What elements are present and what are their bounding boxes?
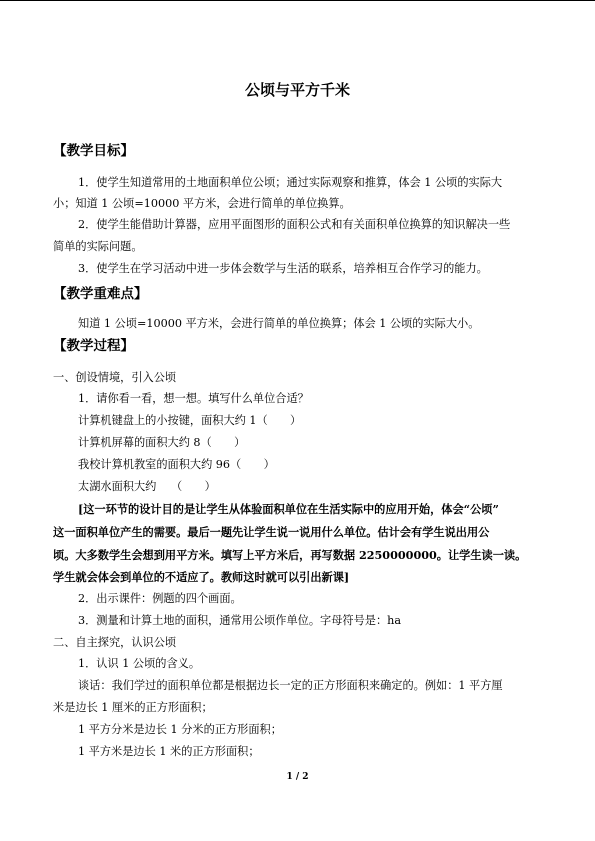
page-title: 公顷与平方千米 [244,81,350,99]
process-q2: 2．出示课件：例题的四个画面。 [78,592,242,605]
heading-goals: 【教学目标】 [53,143,134,159]
page-number: 1 / 2 [286,772,309,782]
fill-line-3: 我校计算机教室的面积大约 96（ ） [78,458,275,471]
heading-process: 【教学过程】 [53,338,134,354]
process-part-1: 一、创设情境，引入公顷 [53,371,177,384]
talk-line-2: 米是边长 1 厘米的正方形面积； [53,701,213,714]
fill-line-1: 计算机键盘上的小按键，面积大约 1（ ） [78,414,302,427]
goal-line-2: 小；知道 1 公顷=10000 平方米，会进行简单的单位换算。 [53,197,351,210]
process-q3: 3．测量和计算土地的面积，通常用公顷作单位。字母符号是：ha [78,614,402,627]
talk-line-4: 1 平方米是边长 1 米的正方形面积； [78,745,260,758]
design-note-line-2: 这一面积单位产生的需要。最后一题先让学生说一说用什么单位。估计会有学生说出用公 [53,525,490,539]
process-q4: 1．认识 1 公顷的含义。 [78,657,201,670]
fill-line-4: 太湖水面积大约 （ ） [78,480,216,493]
process-part-2: 二、自主探究，认识公顷 [53,636,177,649]
fill-line-2: 计算机屏幕的面积大约 8（ ） [78,436,246,449]
process-q1: 1．请你看一看，想一想。填写什么单位合适？ [78,392,309,405]
design-note-line-1: [这一环节的设计目的是让学生从体验面积单位在生活实际中的应用开始，体会“公顷” [78,502,499,516]
goal-line-4: 简单的实际问题。 [53,240,143,253]
talk-line-1: 谈话：我们学过的面积单位都是根据边长一定的正方形面积来确定的。例如：1 平方厘 [78,679,503,692]
design-note-line-4: 学生就会体会到单位的不适应了。教师这时就可以引出新课] [53,570,350,584]
goal-line-5: 3．使学生在学习活动中进一步体会数学与生活的联系，培养相互合作学习的能力。 [78,262,488,275]
talk-line-3: 1 平方分米是边长 1 分米的正方形面积； [78,723,282,736]
key-point-text: 知道 1 公顷=10000 平方米，会进行简单的单位换算；体会 1 公顷的实际大小。 [78,317,480,330]
heading-key-points: 【教学重难点】 [53,286,148,302]
goal-line-1: 1．使学生知道常用的土地面积单位公顷；通过实际观察和推算，体会 1 公顷的实际大 [78,176,503,189]
page-top-border [0,0,595,1]
design-note-line-3: 顷。大多数学生会想到用平方米。填写上平方米后，再写数据 2250000000。让学生读一读。 [53,548,527,562]
goal-line-3: 2．使学生能借助计算器，应用平面图形的面积公式和有关面积单位换算的知识解决一些 [78,218,511,231]
